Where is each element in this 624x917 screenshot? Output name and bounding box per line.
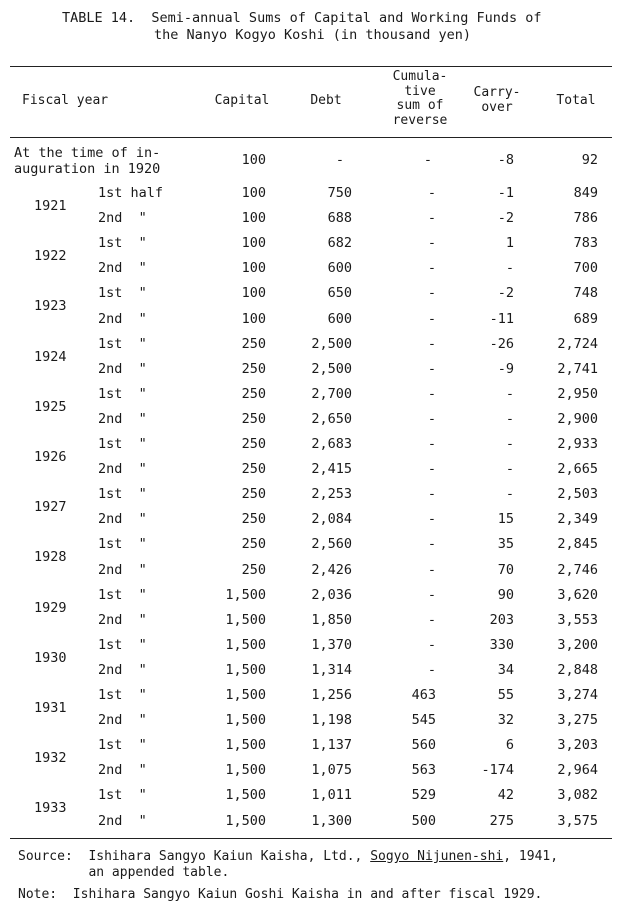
debt-cell: 600 [327, 311, 352, 327]
carryover-cell: -2 [497, 210, 514, 226]
half-label: 2nd " [98, 662, 147, 678]
half-label: 1st " [98, 737, 147, 753]
capital-cell: 250 [241, 361, 266, 377]
total-cell: 2,900 [557, 411, 598, 427]
header-cumulative-line: Cumula- [392, 69, 448, 84]
total-cell: 3,200 [557, 637, 598, 653]
capital-cell: 250 [241, 461, 266, 477]
total-cell: 3,553 [557, 612, 598, 628]
cumulative-cell: - [427, 386, 436, 402]
carryover-cell: 275 [489, 813, 514, 829]
carryover-cell: -26 [489, 336, 514, 352]
cumulative-cell: 563 [411, 762, 436, 778]
capital-cell: 1,500 [225, 712, 266, 728]
total-cell: 3,620 [557, 587, 598, 603]
cumulative-cell: - [427, 536, 436, 552]
carryover-cell: 32 [497, 712, 514, 728]
carryover-cell: - [505, 486, 514, 502]
total-cell: 2,950 [557, 386, 598, 402]
debt-cell: 1,075 [311, 762, 352, 778]
inauguration-total: 92 [581, 152, 598, 168]
capital-cell: 100 [241, 235, 266, 251]
capital-cell: 1,500 [225, 612, 266, 628]
debt-cell: 1,137 [311, 737, 352, 753]
capital-cell: 100 [241, 311, 266, 327]
debt-cell: 750 [327, 185, 352, 201]
cumulative-cell: 529 [411, 787, 436, 803]
debt-cell: 2,560 [311, 536, 352, 552]
carryover-cell: -9 [497, 361, 514, 377]
carryover-cell: -11 [489, 311, 514, 327]
fiscal-year-label: 1923 [34, 298, 67, 314]
title-line-1: TABLE 14. Semi-annual Sums of Capital and Working Funds of [62, 10, 542, 26]
header-cumulative-line: tive [404, 83, 436, 99]
inauguration-capital: 100 [241, 152, 266, 168]
total-cell: 2,665 [557, 461, 598, 477]
inauguration-carryover: -8 [497, 152, 514, 168]
carryover-cell: 35 [497, 536, 514, 552]
total-cell: 2,964 [557, 762, 598, 778]
cumulative-cell: - [427, 185, 436, 201]
carryover-cell: 1 [505, 235, 514, 251]
debt-cell: 650 [327, 285, 352, 301]
source-line-2: an appended table. [18, 865, 230, 880]
half-label: 2nd " [98, 712, 147, 728]
capital-cell: 250 [241, 511, 266, 527]
header-carryover-line: over [481, 99, 513, 115]
total-cell: 2,746 [557, 562, 598, 578]
carryover-cell: 55 [497, 687, 514, 703]
header-carryover-line: Carry- [473, 85, 521, 100]
inauguration-cumulative: - [423, 152, 433, 168]
header-fiscal-year: Fiscal year [22, 93, 109, 108]
carryover-cell: 203 [489, 612, 514, 628]
source-line-1 [18, 848, 558, 865]
header-rule [10, 137, 612, 138]
debt-cell: 1,314 [311, 662, 352, 678]
capital-cell: 1,500 [225, 687, 266, 703]
capital-cell: 100 [241, 285, 266, 301]
carryover-cell: -174 [481, 762, 514, 778]
carryover-cell: 330 [489, 637, 514, 653]
capital-cell: 250 [241, 562, 266, 578]
inauguration-label-line-2: auguration in 1920 [14, 161, 161, 177]
capital-cell: 1,500 [225, 813, 266, 829]
debt-cell: 2,700 [311, 386, 352, 402]
fiscal-year-label: 1930 [34, 650, 67, 666]
half-label: 1st " [98, 486, 147, 502]
half-label: 2nd " [98, 361, 147, 377]
capital-cell: 250 [241, 536, 266, 552]
cumulative-cell: - [427, 612, 436, 628]
cumulative-cell: - [427, 285, 436, 301]
half-label: 2nd " [98, 762, 147, 778]
half-label: 1st " [98, 687, 147, 703]
header-carryover [462, 86, 532, 115]
half-label: 2nd " [98, 461, 147, 477]
half-label: 2nd " [98, 511, 147, 527]
fiscal-year-label: 1922 [34, 248, 67, 264]
fiscal-year-label: 1928 [34, 549, 67, 565]
half-label: 1st " [98, 536, 147, 552]
debt-cell: 2,036 [311, 587, 352, 603]
carryover-cell: - [505, 260, 514, 276]
carryover-cell: -2 [497, 285, 514, 301]
header-debt: Debt [310, 93, 342, 108]
fiscal-year-label: 1926 [34, 449, 67, 465]
debt-cell: 1,850 [311, 612, 352, 628]
cumulative-cell: 545 [411, 712, 436, 728]
half-label: 1st " [98, 436, 147, 452]
total-cell: 700 [573, 260, 598, 276]
total-cell: 2,349 [557, 511, 598, 527]
total-cell: 783 [573, 235, 598, 251]
fiscal-year-label: 1929 [34, 600, 67, 616]
half-label: 1st " [98, 637, 147, 653]
fiscal-year-label: 1921 [34, 198, 67, 214]
total-cell: 3,575 [557, 813, 598, 829]
debt-cell: 1,370 [311, 637, 352, 653]
carryover-cell: -1 [497, 185, 514, 201]
half-label: 2nd " [98, 612, 147, 628]
debt-cell: 2,500 [311, 361, 352, 377]
cumulative-cell: - [427, 260, 436, 276]
half-label: 2nd " [98, 562, 147, 578]
half-label: 2nd " [98, 210, 147, 226]
cumulative-cell: - [427, 336, 436, 352]
debt-cell: 2,650 [311, 411, 352, 427]
half-label: 2nd " [98, 311, 147, 327]
total-cell: 2,933 [557, 436, 598, 452]
cumulative-cell: - [427, 411, 436, 427]
carryover-cell: - [505, 436, 514, 452]
inauguration-label-line-1: At the time of in- [14, 145, 161, 161]
carryover-cell: - [505, 386, 514, 402]
capital-cell: 1,500 [225, 787, 266, 803]
capital-cell: 1,500 [225, 762, 266, 778]
fiscal-year-label: 1925 [34, 399, 67, 415]
total-cell: 3,203 [557, 737, 598, 753]
cumulative-cell: - [427, 461, 436, 477]
debt-cell: 2,415 [311, 461, 352, 477]
fiscal-year-label: 1924 [34, 349, 67, 365]
debt-cell: 688 [327, 210, 352, 226]
note: Note: Ishihara Sangyo Kaiun Goshi Kaisha in and after fiscal 1929. [18, 887, 543, 902]
capital-cell: 100 [241, 260, 266, 276]
half-label: 1st " [98, 336, 147, 352]
top-rule [10, 66, 612, 67]
carryover-cell: 90 [497, 587, 514, 603]
capital-cell: 1,500 [225, 587, 266, 603]
carryover-cell: - [505, 461, 514, 477]
carryover-cell: 70 [497, 562, 514, 578]
debt-cell: 1,011 [311, 787, 352, 803]
cumulative-cell: - [427, 436, 436, 452]
cumulative-cell: 560 [411, 737, 436, 753]
fiscal-year-label: 1933 [34, 800, 67, 816]
cumulative-cell: - [427, 637, 436, 653]
debt-cell: 682 [327, 235, 352, 251]
cumulative-cell: - [427, 486, 436, 502]
total-cell: 3,274 [557, 687, 598, 703]
fiscal-year-label: 1931 [34, 700, 67, 716]
half-label: 1st half [98, 185, 164, 201]
source-prefix: Source: Ishihara Sangyo Kaiun Kaisha, Ltd., [18, 849, 371, 864]
header-cumulative-line: reverse [392, 112, 448, 128]
header-total: Total [556, 93, 596, 108]
total-cell: 2,503 [557, 486, 598, 502]
total-cell: 2,741 [557, 361, 598, 377]
cumulative-cell: - [427, 587, 436, 603]
total-cell: 2,848 [557, 662, 598, 678]
capital-cell: 250 [241, 486, 266, 502]
cumulative-cell: 463 [411, 687, 436, 703]
half-label: 1st " [98, 235, 147, 251]
total-cell: 689 [573, 311, 598, 327]
total-cell: 748 [573, 285, 598, 301]
cumulative-cell: - [427, 511, 436, 527]
total-cell: 3,082 [557, 787, 598, 803]
total-cell: 849 [573, 185, 598, 201]
half-label: 1st " [98, 386, 147, 402]
title-line-2: the Nanyo Kogyo Koshi (in thousand yen) [154, 27, 471, 43]
half-label: 1st " [98, 787, 147, 803]
cumulative-cell: - [427, 361, 436, 377]
capital-cell: 1,500 [225, 737, 266, 753]
debt-cell: 2,500 [311, 336, 352, 352]
debt-cell: 2,084 [311, 511, 352, 527]
capital-cell: 250 [241, 436, 266, 452]
half-label: 1st " [98, 587, 147, 603]
capital-cell: 1,500 [225, 637, 266, 653]
half-label: 2nd " [98, 813, 147, 829]
half-label: 2nd " [98, 260, 147, 276]
carryover-cell: 15 [497, 511, 514, 527]
capital-cell: 100 [241, 185, 266, 201]
debt-cell: 2,683 [311, 436, 352, 452]
carryover-cell: 6 [505, 737, 514, 753]
capital-cell: 1,500 [225, 662, 266, 678]
capital-cell: 250 [241, 386, 266, 402]
total-cell: 2,724 [557, 336, 598, 352]
total-cell: 2,845 [557, 536, 598, 552]
cumulative-cell: - [427, 210, 436, 226]
capital-cell: 100 [241, 210, 266, 226]
carryover-cell: - [505, 411, 514, 427]
half-label: 2nd " [98, 411, 147, 427]
bottom-rule [10, 838, 612, 839]
cumulative-cell: - [427, 662, 436, 678]
debt-cell: 1,300 [311, 813, 352, 829]
header-cumulative-line: sum of [396, 98, 444, 113]
cumulative-cell: - [427, 562, 436, 578]
debt-cell: 2,426 [311, 562, 352, 578]
debt-cell: 600 [327, 260, 352, 276]
fiscal-year-label: 1927 [34, 499, 67, 515]
debt-cell: 1,198 [311, 712, 352, 728]
half-label: 1st " [98, 285, 147, 301]
source-suffix: , 1941, [503, 849, 559, 864]
cumulative-cell: 500 [411, 813, 436, 829]
cumulative-cell: - [427, 311, 436, 327]
carryover-cell: 42 [497, 787, 514, 803]
capital-cell: 250 [241, 336, 266, 352]
header-cumulative [380, 70, 460, 128]
carryover-cell: 34 [497, 662, 514, 678]
fiscal-year-label: 1932 [34, 750, 67, 766]
total-cell: 3,275 [557, 712, 598, 728]
cumulative-cell: - [427, 235, 436, 251]
total-cell: 786 [573, 210, 598, 226]
debt-cell: 2,253 [311, 486, 352, 502]
source-title: Sogyo Nijunen-shi [370, 849, 504, 864]
debt-cell: 1,256 [311, 687, 352, 703]
inauguration-debt: - [335, 152, 345, 168]
header-capital: Capital [214, 93, 270, 108]
capital-cell: 250 [241, 411, 266, 427]
